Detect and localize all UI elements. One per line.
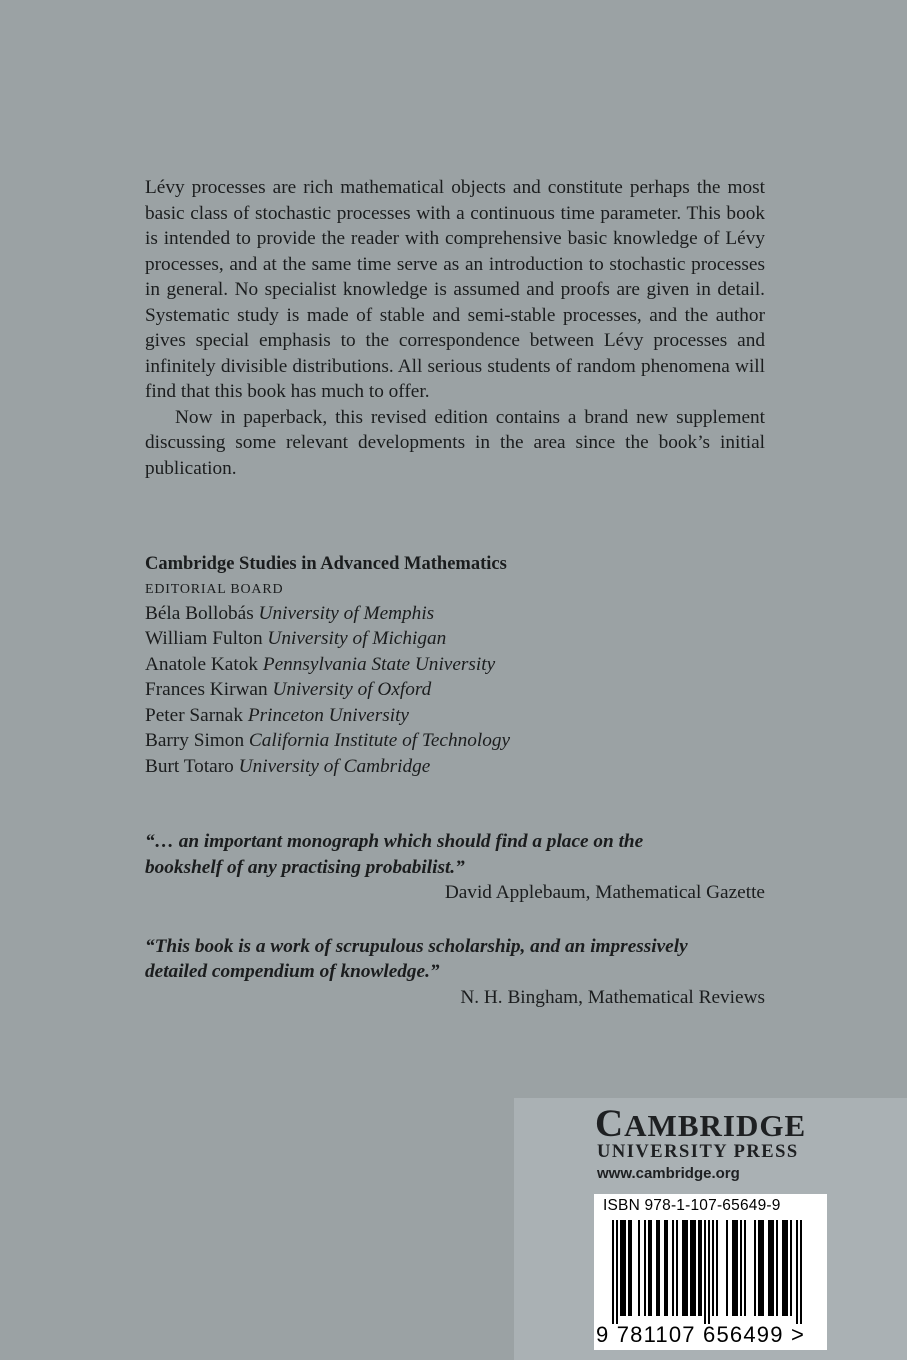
publisher-url: www.cambridge.org: [597, 1165, 740, 1182]
quote-line: bookshelf of any practising probabilist.”: [145, 856, 465, 878]
barcode-bar: [758, 1220, 760, 1316]
barcode-bar: [664, 1220, 666, 1316]
barcode-bar: [648, 1220, 650, 1316]
barcode-bar: [672, 1220, 674, 1316]
barcode-bar: [800, 1220, 802, 1324]
barcode-bar: [644, 1220, 646, 1316]
member-name: William Fulton: [145, 628, 263, 649]
member-affiliation: Pennsylvania State University: [262, 653, 496, 675]
barcode-bar: [712, 1220, 714, 1316]
barcode-bar: [658, 1220, 660, 1316]
board-member: [145, 677, 765, 703]
series-title: Cambridge Studies in Advanced Mathematics: [145, 554, 507, 574]
board-member: [145, 652, 765, 678]
barcode-bar: [770, 1220, 772, 1316]
barcode-bar: [616, 1220, 618, 1324]
barcode-bar: [784, 1220, 786, 1316]
quote-line: “This book is a work of scrupulous scholarship, and an impressively: [145, 935, 688, 957]
isbn-barcode: [594, 1194, 827, 1350]
barcode-bar: [682, 1220, 684, 1316]
board-member: [145, 601, 765, 627]
editorial-board-label: EDITORIAL BOARD: [145, 581, 284, 597]
isbn-label: ISBN 978-1-107-65649-9: [603, 1197, 781, 1214]
barcode-bar: [692, 1220, 694, 1316]
back-cover-blurb: [145, 175, 765, 481]
review-quote: [145, 829, 765, 906]
barcode-bar: [740, 1220, 742, 1316]
member-name: Peter Sarnak: [145, 704, 243, 726]
barcode-bar: [698, 1220, 700, 1316]
member-affiliation: Princeton University: [247, 704, 409, 726]
barcode-bar: [686, 1220, 688, 1316]
publisher-press-name: UNIVERSITY PRESS: [597, 1142, 799, 1162]
member-affiliation: University of Cambridge: [238, 755, 431, 777]
blurb-paragraph-1: Lévy processes are rich mathematical objects and constitute perhaps the most basic class of stochastic processes with a continuous time parameter. This book is intended to provide the reader with comprehensive basic knowledge of Lévy processes, and at the same time serve as an introduction to stochastic processes in general. No specialist knowledge is assumed and proofs are given in detail. Systematic study is made of stable and semi-stable processes, and the author gives special emphasis to the correspondence between Lévy processes and infinitely divisible distributions. All serious students of random phenomena will find that this book has much to offer.: [145, 177, 765, 402]
member-affiliation: California Institute of Technology: [248, 730, 511, 751]
barcode-bar: [790, 1220, 792, 1316]
board-member: [145, 626, 765, 652]
series-section: [145, 552, 765, 779]
quote-line: “… an important monograph which should find a place on the: [145, 831, 644, 852]
member-affiliation: University of Memphis: [258, 602, 435, 624]
ean-digits: 9 781107 656499 >: [596, 1322, 806, 1347]
board-member: [145, 703, 765, 729]
barcode-bar: [796, 1220, 798, 1324]
barcode-bar: [782, 1220, 784, 1316]
barcode-bar: [704, 1220, 706, 1324]
barcode-bar: [772, 1220, 774, 1316]
barcode-bar: [762, 1220, 764, 1316]
barcode-bar: [620, 1220, 622, 1316]
barcode-bar: [768, 1220, 770, 1316]
barcode-bar: [666, 1220, 668, 1316]
member-affiliation: University of Oxford: [272, 679, 432, 700]
barcode-bar: [732, 1220, 734, 1316]
barcode-bar: [734, 1220, 736, 1316]
publisher-panel: [514, 1098, 907, 1360]
barcode-bar: [612, 1220, 614, 1324]
barcode-bar: [744, 1220, 746, 1316]
barcode-bar: [676, 1220, 678, 1316]
barcode-bar: [638, 1220, 640, 1316]
member-name: Barry Simon: [145, 730, 245, 751]
barcode-bar: [726, 1220, 728, 1316]
quote-line: detailed compendium of knowledge.”: [145, 961, 440, 982]
barcode-bar: [656, 1220, 658, 1316]
review-quotes: [145, 829, 765, 1010]
barcode-bar: [694, 1220, 696, 1316]
barcode-bar: [716, 1220, 718, 1316]
editorial-board-list: [145, 601, 765, 780]
member-affiliation: University of Michigan: [267, 628, 447, 649]
barcode-bar: [624, 1220, 626, 1316]
publisher-logo: CAMBRIDGE: [595, 1102, 807, 1145]
quote-attribution: David Applebaum, Mathematical Gazette: [444, 882, 765, 903]
barcode-bar: [690, 1220, 692, 1316]
board-member: [145, 754, 765, 780]
board-member: [145, 728, 765, 754]
barcode-bar: [736, 1220, 738, 1316]
barcode-bar: [684, 1220, 686, 1316]
barcode-bar: [700, 1220, 702, 1316]
barcode-bar: [650, 1220, 652, 1316]
barcode-bar: [628, 1220, 630, 1316]
review-quote: [145, 934, 765, 1011]
quote-attribution: N. H. Bingham, Mathematical Reviews: [460, 986, 765, 1008]
member-name: Frances Kirwan: [145, 679, 268, 700]
barcode-bar: [630, 1220, 632, 1316]
barcode-bar: [760, 1220, 762, 1316]
blurb-paragraph-2: Now in paperback, this revised edition contains a brand new supplement discussing some relevant developments in the area since the book’s initial publication.: [145, 406, 765, 479]
member-name: Burt Totaro: [145, 755, 234, 777]
barcode-bar: [708, 1220, 710, 1324]
member-name: Anatole Katok: [145, 653, 258, 675]
barcode-bar: [622, 1220, 624, 1316]
member-name: Béla Bollobás: [145, 602, 254, 624]
barcode-bar: [754, 1220, 756, 1316]
barcode-bar: [776, 1220, 778, 1316]
barcode-bar: [786, 1220, 788, 1316]
